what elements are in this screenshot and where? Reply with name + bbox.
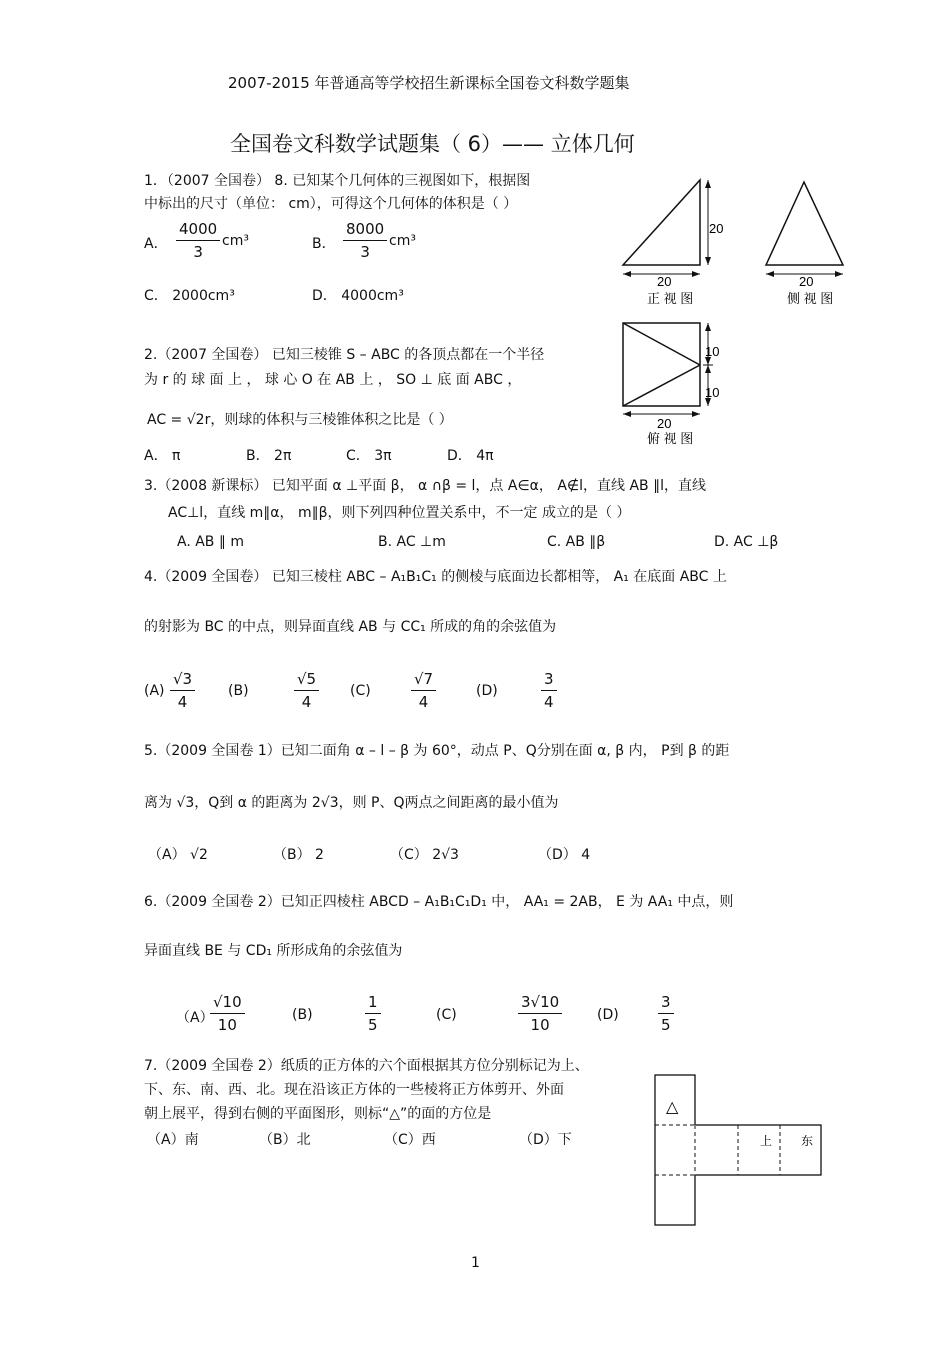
q1-b-numerator: 8000 [343, 220, 387, 241]
q6-line1: 6.（2009 全国卷 2）已知正四棱柱 ABCD – A₁B₁C₁D₁ 中， AA₁ = 2AB， E 为 AA₁ 中点，则 [144, 894, 734, 910]
q4-line2: 的射影为 BC 的中点，则异面直线 AB 与 CC₁ 所成的角的余弦值为 [144, 619, 557, 635]
q7-option-c: （C）西 [384, 1132, 436, 1148]
q6-a-denominator: 10 [217, 1016, 237, 1034]
q1-option-b-unit: cm³ [389, 233, 416, 249]
q3-option-b: B. AC ⊥m [378, 534, 446, 550]
q4-option-d-fraction [541, 670, 557, 711]
q4-option-c-fraction [411, 670, 436, 711]
q6-label-d: (D) [597, 1007, 619, 1023]
arrow-left-icon [766, 271, 774, 277]
q4-d-denominator: 4 [544, 693, 554, 711]
q6-b-numerator: 1 [365, 993, 381, 1014]
q4-b-denominator: 4 [301, 693, 312, 711]
q4-c-denominator: 4 [418, 693, 429, 711]
q5-option-d: （D） 4 [538, 847, 591, 863]
q1-option-a-label: A． [144, 236, 168, 252]
arrow-right-icon [692, 411, 700, 417]
q6-a-numerator: √10 [210, 993, 245, 1014]
q3-option-a: A. AB ∥ m [177, 534, 244, 550]
q6-label-a: （A） [176, 1010, 214, 1026]
q4-d-numerator: 3 [541, 670, 557, 691]
arrow-left-icon [623, 411, 631, 417]
q7-line3: 朝上展平，得到右侧的平面图形，则标“△”的面的方位是 [144, 1106, 492, 1122]
side-view-triangle [766, 182, 843, 265]
arrow-left-icon [623, 271, 631, 277]
arrow-up-icon [705, 365, 711, 373]
q6-label-b: (B) [292, 1007, 313, 1023]
q3-option-c: C. AB ∥β [547, 534, 606, 550]
q4-option-a-fraction [170, 670, 195, 711]
q6-d-numerator: 3 [658, 993, 674, 1014]
q1-option-d: D． 4000cm³ [312, 288, 404, 304]
q7-line2: 下、东、南、西、北。现在沿该正方体的一些棱将正方体剪开、外面 [144, 1082, 564, 1098]
q6-b-denominator: 5 [368, 1016, 378, 1034]
q6-c-denominator: 10 [530, 1016, 550, 1034]
top-view-diagonal-2 [623, 365, 700, 406]
q1-option-b-label: B． [312, 236, 336, 252]
q5-line1: 5.（2009 全国卷 1）已知二面角 α – l – β 为 60°，动点 P、Q分别在面 α, β 内， P到 β 的距 [144, 743, 730, 759]
q1-a-denominator: 3 [193, 243, 203, 261]
q4-a-denominator: 4 [177, 693, 188, 711]
q3-line1: 3.（2008 新课标） 已知平面 α ⊥平面 β， α ∩β = l，点 A∈α， A∉l，直线 AB ∥l，直线 [144, 478, 706, 494]
q7-option-b: （B）北 [259, 1132, 311, 1148]
q2-option-b: B． 2π [246, 448, 292, 464]
q6-d-denominator: 5 [661, 1016, 671, 1034]
q1-option-b-fraction [343, 220, 387, 261]
top-view-diagonal-1 [623, 323, 700, 365]
dim-front-h: 20 [709, 221, 724, 236]
dim-top-1: 10 [705, 344, 720, 359]
q4-label-a: (A) [144, 683, 165, 699]
q5-option-a: （A） √2 [148, 847, 208, 863]
q6-line2: 异面直线 BE 与 CD₁ 所形成角的余弦值为 [144, 943, 403, 959]
q3-option-d: D. AC ⊥β [714, 534, 779, 550]
arrow-right-icon [835, 271, 843, 277]
q2-option-c: C． 3π [346, 448, 392, 464]
q2-option-d: D． 4π [447, 448, 494, 464]
document-header: 2007-2015 年普通高等学校招生新课标全国卷文科数学题集 [228, 74, 630, 92]
dim-top-w: 20 [657, 416, 672, 431]
q6-c-numerator: 3√10 [518, 993, 562, 1014]
top-view-square [623, 323, 700, 406]
q2-option-a: A． π [144, 448, 181, 464]
front-view-triangle [623, 180, 700, 265]
q1-option-c: C． 2000cm³ [144, 288, 235, 304]
face-up-label: 上 [760, 1134, 773, 1148]
net-column [655, 1075, 695, 1225]
q6-option-a-fraction [210, 993, 245, 1034]
cube-net-figure [650, 1070, 830, 1230]
top-view-label: 俯 视 图 [647, 431, 694, 446]
q4-option-b-fraction [294, 670, 319, 711]
dim-top-2: 10 [705, 385, 720, 400]
side-view-label: 侧 视 图 [787, 291, 834, 306]
q5-line2: 离为 √3，Q到 α 的距离为 2√3，则 P、Q两点之间距离的最小值为 [144, 795, 559, 811]
q6-option-d-fraction [658, 993, 674, 1034]
q4-c-numerator: √7 [411, 670, 436, 691]
q6-option-c-fraction [518, 993, 562, 1034]
face-east-label: 东 [801, 1134, 814, 1148]
q5-option-b: （B） 2 [273, 847, 324, 863]
q1-option-a-fraction [176, 220, 220, 261]
arrow-up-icon [705, 323, 711, 331]
arrow-down-icon [705, 257, 711, 265]
q1-line1: 1．（2007 全国卷） 8. 已知某个几何体的三视图如下，根据图 [144, 173, 531, 189]
q7-line1: 7.（2009 全国卷 2）纸质的正方体的六个面根据其方位分别标记为上、 [144, 1058, 589, 1074]
front-view-label: 正 视 图 [647, 291, 694, 306]
q1-option-a-unit: cm³ [222, 233, 249, 249]
three-view-figure [605, 170, 855, 475]
q7-option-a: （A）南 [147, 1132, 199, 1148]
q3-line2: AC⊥l，直线 m∥α， m∥β，则下列四种位置关系中，不一定 成立的是（ ） [168, 505, 631, 521]
q1-line2: 中标出的尺寸（单位： cm），可得这个几何体的体积是（ ） [144, 196, 518, 212]
net-row [695, 1125, 821, 1175]
q2-line2: 为 r 的 球 面 上 ， 球 心 O 在 AB 上 ， SO ⊥ 底 面 ABC ， [144, 372, 522, 388]
dim-side-w: 20 [799, 274, 814, 289]
q4-label-b: (B) [228, 683, 249, 699]
q4-label-d: (D) [476, 683, 498, 699]
q6-label-c: (C) [436, 1007, 457, 1023]
q1-b-denominator: 3 [360, 243, 370, 261]
q1-a-numerator: 4000 [176, 220, 220, 241]
q5-option-c: （C） 2√3 [390, 847, 459, 863]
q2-line3: AC = √2r，则球的体积与三棱锥体积之比是（ ） [147, 412, 453, 428]
q4-b-numerator: √5 [294, 670, 319, 691]
q6-option-b-fraction [365, 993, 381, 1034]
page-title: 全国卷文科数学试题集（ 6）—— 立体几何 [230, 132, 635, 156]
q4-label-c: (C) [350, 683, 371, 699]
q4-a-numerator: √3 [170, 670, 195, 691]
q7-option-d: （D）下 [519, 1132, 572, 1148]
triangle-face-icon: △ [666, 1099, 679, 1116]
q4-line1: 4.（2009 全国卷） 已知三棱柱 ABC – A₁B₁C₁ 的侧棱与底面边长都相等， A₁ 在底面 ABC 上 [144, 569, 727, 585]
page-number: 1 [471, 1255, 480, 1271]
arrow-right-icon [692, 271, 700, 277]
dim-front-w: 20 [657, 274, 672, 289]
arrow-up-icon [705, 180, 711, 188]
q2-line1: 2.（2007 全国卷） 已知三棱锥 S – ABC 的各顶点都在一个半径 [144, 347, 545, 363]
